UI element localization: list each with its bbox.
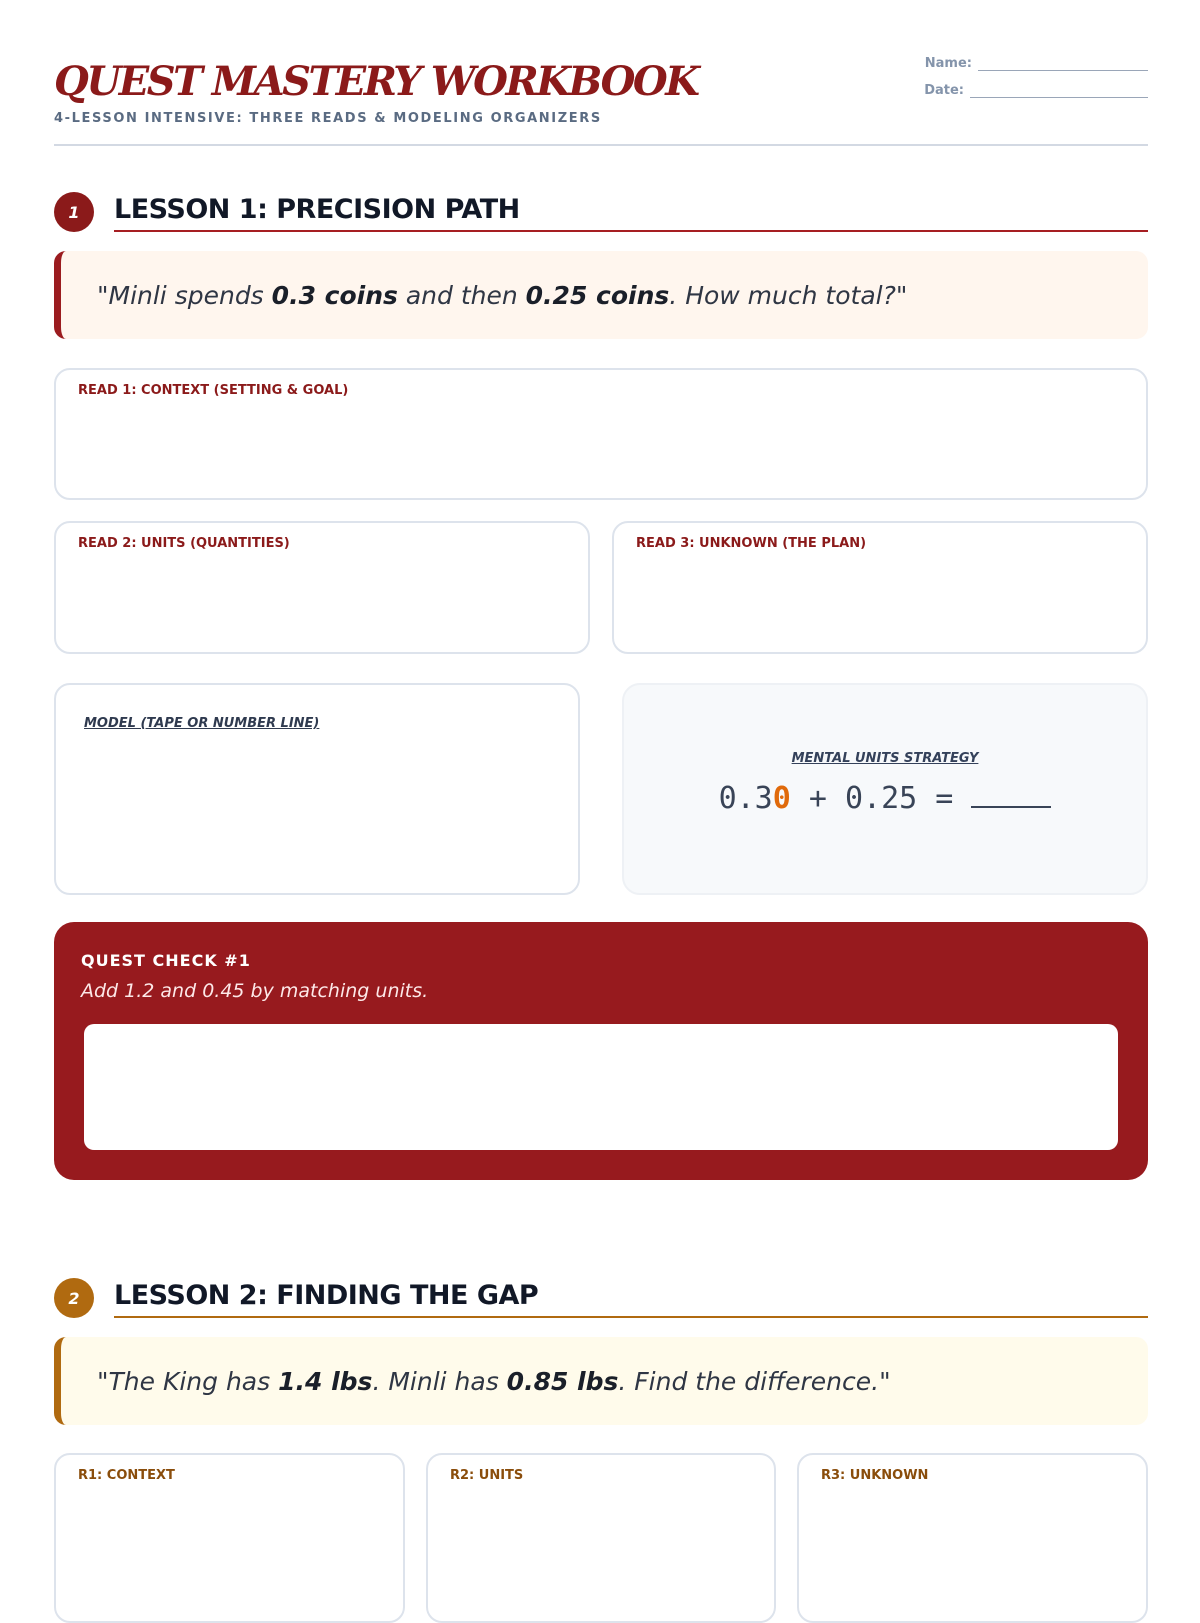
- read-2-label: READ 2: UNITS (QUANTITIES): [78, 536, 290, 551]
- lesson-1-badge: 1: [54, 192, 94, 232]
- equation-answer-blank[interactable]: [971, 782, 1051, 808]
- header-divider: [54, 144, 1148, 146]
- strategy-equation: [624, 781, 1146, 816]
- name-line[interactable]: [978, 56, 1148, 71]
- read-2-box[interactable]: [54, 521, 590, 654]
- lesson-2-problem: [54, 1337, 1148, 1425]
- strategy-label: MENTAL UNITS STRATEGY: [791, 751, 979, 766]
- r1-context-box[interactable]: [54, 1453, 405, 1623]
- quest-check-answer-box[interactable]: [84, 1024, 1118, 1150]
- model-label: MODEL (TAPE OR NUMBER LINE): [84, 716, 320, 731]
- quote-text-1: "Minli spends: [97, 280, 272, 310]
- r3-unknown-box[interactable]: [797, 1453, 1148, 1623]
- lesson-1-title: LESSON 1: PRECISION PATH: [114, 194, 520, 225]
- read-3-label: READ 3: UNKNOWN (THE PLAN): [636, 536, 867, 551]
- model-box[interactable]: [54, 683, 580, 895]
- quest-check-prompt: Add 1.2 and 0.45 by matching units.: [81, 980, 429, 1002]
- quote-text-3: . How much total?": [669, 280, 908, 310]
- lesson-2-badge: 2: [54, 1278, 94, 1318]
- name-field[interactable]: [925, 56, 1148, 71]
- r1-label: R1: CONTEXT: [78, 1468, 175, 1483]
- quote-value-1: 1.4 lbs: [278, 1366, 373, 1396]
- lesson-1-problem: [54, 251, 1148, 339]
- name-label: Name:: [924, 56, 972, 71]
- workbook-title: QUEST MASTERY WORKBOOK: [54, 58, 698, 105]
- equation-placeholder-zero: 0: [772, 781, 791, 816]
- lesson-2-header: [54, 1276, 1148, 1320]
- r2-label: R2: UNITS: [450, 1468, 524, 1483]
- equation-part-1: 0.3: [718, 781, 773, 816]
- quest-check-1: [54, 922, 1148, 1180]
- quote-text-2: and then: [397, 280, 526, 310]
- quote-value-2: 0.25 coins: [525, 280, 670, 310]
- lesson-1-header: [54, 190, 1148, 234]
- read-3-box[interactable]: [612, 521, 1148, 654]
- lesson-2-title: LESSON 2: FINDING THE GAP: [114, 1280, 539, 1311]
- r3-label: R3: UNKNOWN: [821, 1468, 929, 1483]
- lesson-1-rule: [114, 230, 1148, 232]
- quest-check-title: QUEST CHECK #1: [81, 951, 251, 970]
- quote-text-3: . Find the difference.": [618, 1366, 891, 1396]
- mental-units-strategy-panel: [622, 683, 1148, 895]
- r2-units-box[interactable]: [426, 1453, 776, 1623]
- quote-value-2: 0.85 lbs: [506, 1366, 619, 1396]
- quote-text-2: . Minli has: [372, 1366, 507, 1396]
- workbook-subtitle: 4-LESSON INTENSIVE: THREE READS & MODELING ORGANIZERS: [54, 111, 602, 126]
- quote-value-1: 0.3 coins: [271, 280, 398, 310]
- equation-part-2: + 0.25 =: [790, 781, 972, 816]
- quote-text-1: "The King has: [97, 1366, 279, 1396]
- read-1-box[interactable]: [54, 368, 1148, 500]
- lesson-2-rule: [114, 1316, 1148, 1318]
- read-1-label: READ 1: CONTEXT (SETTING & GOAL): [78, 383, 349, 398]
- date-line[interactable]: [970, 83, 1148, 98]
- date-label: Date:: [924, 83, 964, 98]
- date-field[interactable]: [924, 83, 1148, 98]
